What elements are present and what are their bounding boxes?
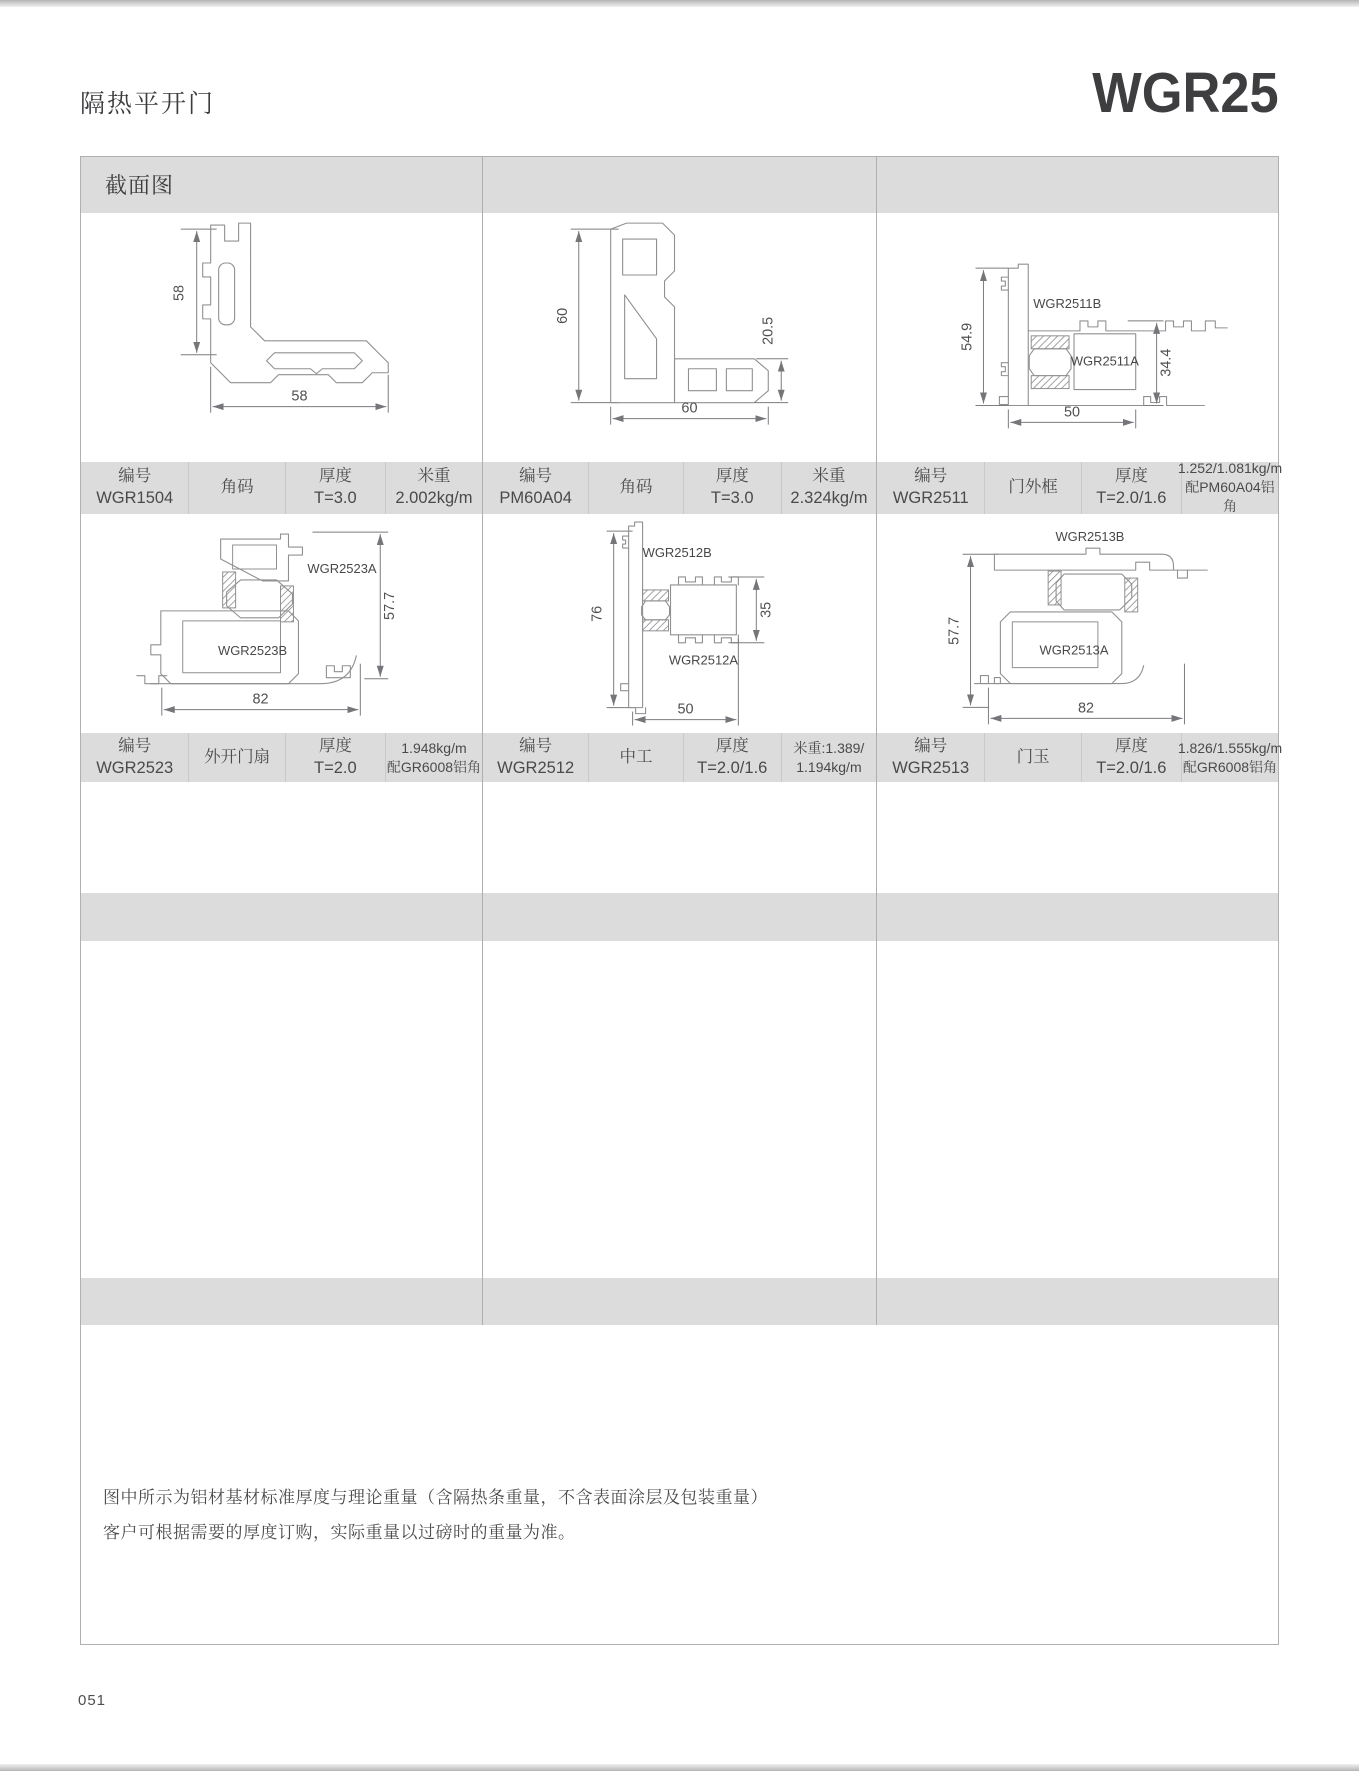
spec-cell-type bbox=[984, 462, 1080, 514]
diagram-cell-wgr2513 bbox=[877, 514, 1278, 734]
section-table bbox=[80, 156, 1283, 1645]
weight-line2: 配GR6008铝角 bbox=[1182, 758, 1278, 775]
cross-section-wgr2511 bbox=[877, 213, 1278, 462]
thickness-value: T=2.0/1.6 bbox=[697, 758, 768, 777]
thickness-label: 厚度 bbox=[318, 737, 352, 756]
thickness-value: T=2.0 bbox=[313, 758, 357, 777]
type-value: 中工 bbox=[619, 748, 653, 767]
spec-cell-weight bbox=[1177, 733, 1283, 782]
code-label: 编号 bbox=[914, 467, 948, 486]
dim-label-width: 82 bbox=[1077, 699, 1094, 716]
page-top-edge bbox=[0, 0, 1359, 7]
note-line-1: 图中所示为铝材基材标准厚度与理论重量（含隔热条重量，不含表面涂层及包装重量） bbox=[103, 1488, 768, 1508]
weight-line1: 1.948kg/m bbox=[401, 739, 467, 756]
spec-cell-thickness bbox=[1081, 462, 1181, 514]
spec-cell-code bbox=[81, 462, 188, 514]
diagram-cell-wgr2512 bbox=[483, 514, 877, 734]
spec-cell-thickness bbox=[683, 462, 781, 514]
code-label: 编号 bbox=[914, 737, 948, 756]
diagram-cell-pm60a04 bbox=[483, 213, 877, 462]
spec-cell-code bbox=[81, 733, 188, 782]
dim-label-height: 54.9 bbox=[959, 322, 976, 351]
series-code: WGR25 bbox=[1092, 61, 1279, 125]
page-number: 051 bbox=[78, 1692, 107, 1709]
dim-label-width: 58 bbox=[291, 388, 308, 405]
spec-cell-weight bbox=[1177, 460, 1283, 515]
part-label-bottom: WGR2523B bbox=[218, 642, 288, 658]
weight-line2: 1.194kg/m bbox=[796, 758, 862, 775]
dim-label-side: 34.4 bbox=[1158, 348, 1175, 377]
spec-cell-code bbox=[483, 462, 588, 514]
code-label: 编号 bbox=[118, 467, 152, 486]
thickness-label: 厚度 bbox=[1114, 467, 1148, 486]
type-value: 外开门扇 bbox=[204, 748, 271, 767]
empty-spec-row-3 bbox=[81, 893, 1278, 941]
dim-label-height: 60 bbox=[554, 307, 571, 324]
spec-cell-weight bbox=[385, 462, 482, 514]
part-label-top: WGR2511B bbox=[1033, 295, 1102, 311]
type-value: 门玉 bbox=[1016, 748, 1050, 767]
type-value: 门外框 bbox=[1008, 477, 1058, 496]
weight-line1: 米重:1.389/ bbox=[793, 739, 865, 756]
weight-label: 米重 bbox=[812, 467, 846, 486]
spec-cell-type bbox=[588, 462, 682, 514]
part-label-top: WGR2523A bbox=[307, 560, 377, 576]
code-value: WGR2511 bbox=[892, 488, 969, 507]
spec-row-1 bbox=[81, 460, 1283, 515]
code-label: 编号 bbox=[118, 737, 152, 756]
dim-label-side: 35 bbox=[758, 601, 775, 618]
diagram-cell-wgr2511 bbox=[877, 213, 1278, 462]
spec-cell-weight bbox=[781, 733, 876, 782]
spec-cell-code bbox=[877, 733, 984, 782]
diagram-row-1 bbox=[81, 213, 1278, 462]
dim-label-height: 57.7 bbox=[382, 591, 399, 620]
part-label-inner: WGR2511A bbox=[1070, 353, 1139, 369]
dim-label-height: 58 bbox=[171, 284, 188, 301]
thickness-value: T=2.0/1.6 bbox=[1096, 758, 1167, 777]
code-value: WGR2512 bbox=[497, 758, 575, 777]
empty-diagram-row-3 bbox=[81, 782, 1278, 893]
note-line-2: 客户可根据需要的厚度订购，实际重量以过磅时的重量为准。 bbox=[103, 1523, 576, 1543]
spec-cell-code bbox=[877, 462, 984, 514]
dim-label-width: 50 bbox=[677, 701, 694, 718]
code-value: WGR2523 bbox=[96, 758, 174, 777]
weight-value: 2.002kg/m bbox=[395, 488, 473, 507]
part-label-top: WGR2513B bbox=[1055, 528, 1125, 544]
section-label: 截面图 bbox=[105, 173, 175, 199]
thickness-value: T=3.0 bbox=[313, 488, 357, 507]
cross-section-wgr2513 bbox=[877, 514, 1278, 734]
notes-row bbox=[81, 1325, 1278, 1644]
part-label-bottom: WGR2512A bbox=[668, 652, 739, 668]
weight-line2: 配GR6008铝角 bbox=[386, 758, 482, 775]
spec-cell-type bbox=[188, 733, 284, 782]
part-label-top: WGR2512B bbox=[642, 544, 712, 560]
diagram-row-2 bbox=[81, 514, 1278, 734]
cross-section-pm60a04 bbox=[483, 213, 876, 462]
diagram-cell-wgr2523 bbox=[81, 514, 483, 734]
spec-cell-weight bbox=[781, 462, 876, 514]
thickness-value: T=2.0/1.6 bbox=[1096, 488, 1167, 507]
spec-cell-type bbox=[188, 462, 284, 514]
thickness-label: 厚度 bbox=[1114, 737, 1148, 756]
code-value: WGR2513 bbox=[892, 758, 970, 777]
thickness-label: 厚度 bbox=[715, 737, 749, 756]
code-value: WGR1504 bbox=[96, 488, 174, 507]
spec-cell-thickness bbox=[285, 733, 385, 782]
empty-spec-row-4 bbox=[81, 1278, 1278, 1326]
spec-cell-type bbox=[588, 733, 682, 782]
spec-cell-type bbox=[984, 733, 1080, 782]
cross-section-wgr1504 bbox=[81, 213, 482, 462]
spec-cell-thickness bbox=[683, 733, 781, 782]
dim-label-width: 50 bbox=[1064, 404, 1081, 421]
cross-section-wgr2512 bbox=[483, 514, 876, 734]
dim-label-leg: 20.5 bbox=[760, 316, 777, 345]
thickness-label: 厚度 bbox=[715, 467, 749, 486]
weight-line1: 1.252/1.081kg/m bbox=[1177, 460, 1283, 477]
weight-line2: 配PM60A04铝角 bbox=[1185, 479, 1275, 515]
weight-value: 2.324kg/m bbox=[790, 488, 868, 507]
page-bottom-edge bbox=[0, 1764, 1359, 1771]
diagram-cell-wgr1504 bbox=[81, 213, 483, 462]
table-header-row bbox=[81, 157, 1278, 213]
page-title: 隔热平开门 bbox=[80, 90, 216, 118]
spec-cell-thickness bbox=[1081, 733, 1181, 782]
code-label: 编号 bbox=[519, 467, 553, 486]
code-value: PM60A04 bbox=[499, 488, 572, 507]
type-value: 角码 bbox=[619, 477, 653, 496]
thickness-value: T=3.0 bbox=[710, 488, 754, 507]
dim-label-width: 60 bbox=[681, 400, 698, 417]
dim-label-height: 76 bbox=[589, 605, 606, 622]
spec-row-2 bbox=[81, 733, 1283, 782]
dim-label-width: 82 bbox=[252, 691, 269, 708]
weight-line1: 1.826/1.555kg/m bbox=[1177, 739, 1283, 756]
type-value: 角码 bbox=[220, 477, 254, 496]
thickness-label: 厚度 bbox=[318, 467, 352, 486]
part-label-bottom: WGR2513A bbox=[1039, 642, 1109, 658]
cross-section-wgr2523 bbox=[81, 514, 482, 734]
dim-label-height: 57.7 bbox=[946, 616, 963, 645]
spec-cell-thickness bbox=[285, 462, 385, 514]
code-label: 编号 bbox=[519, 737, 553, 756]
spec-cell-weight bbox=[385, 733, 482, 782]
weight-label: 米重 bbox=[417, 467, 451, 486]
spec-cell-code bbox=[483, 733, 588, 782]
empty-diagram-row-4 bbox=[81, 941, 1278, 1278]
